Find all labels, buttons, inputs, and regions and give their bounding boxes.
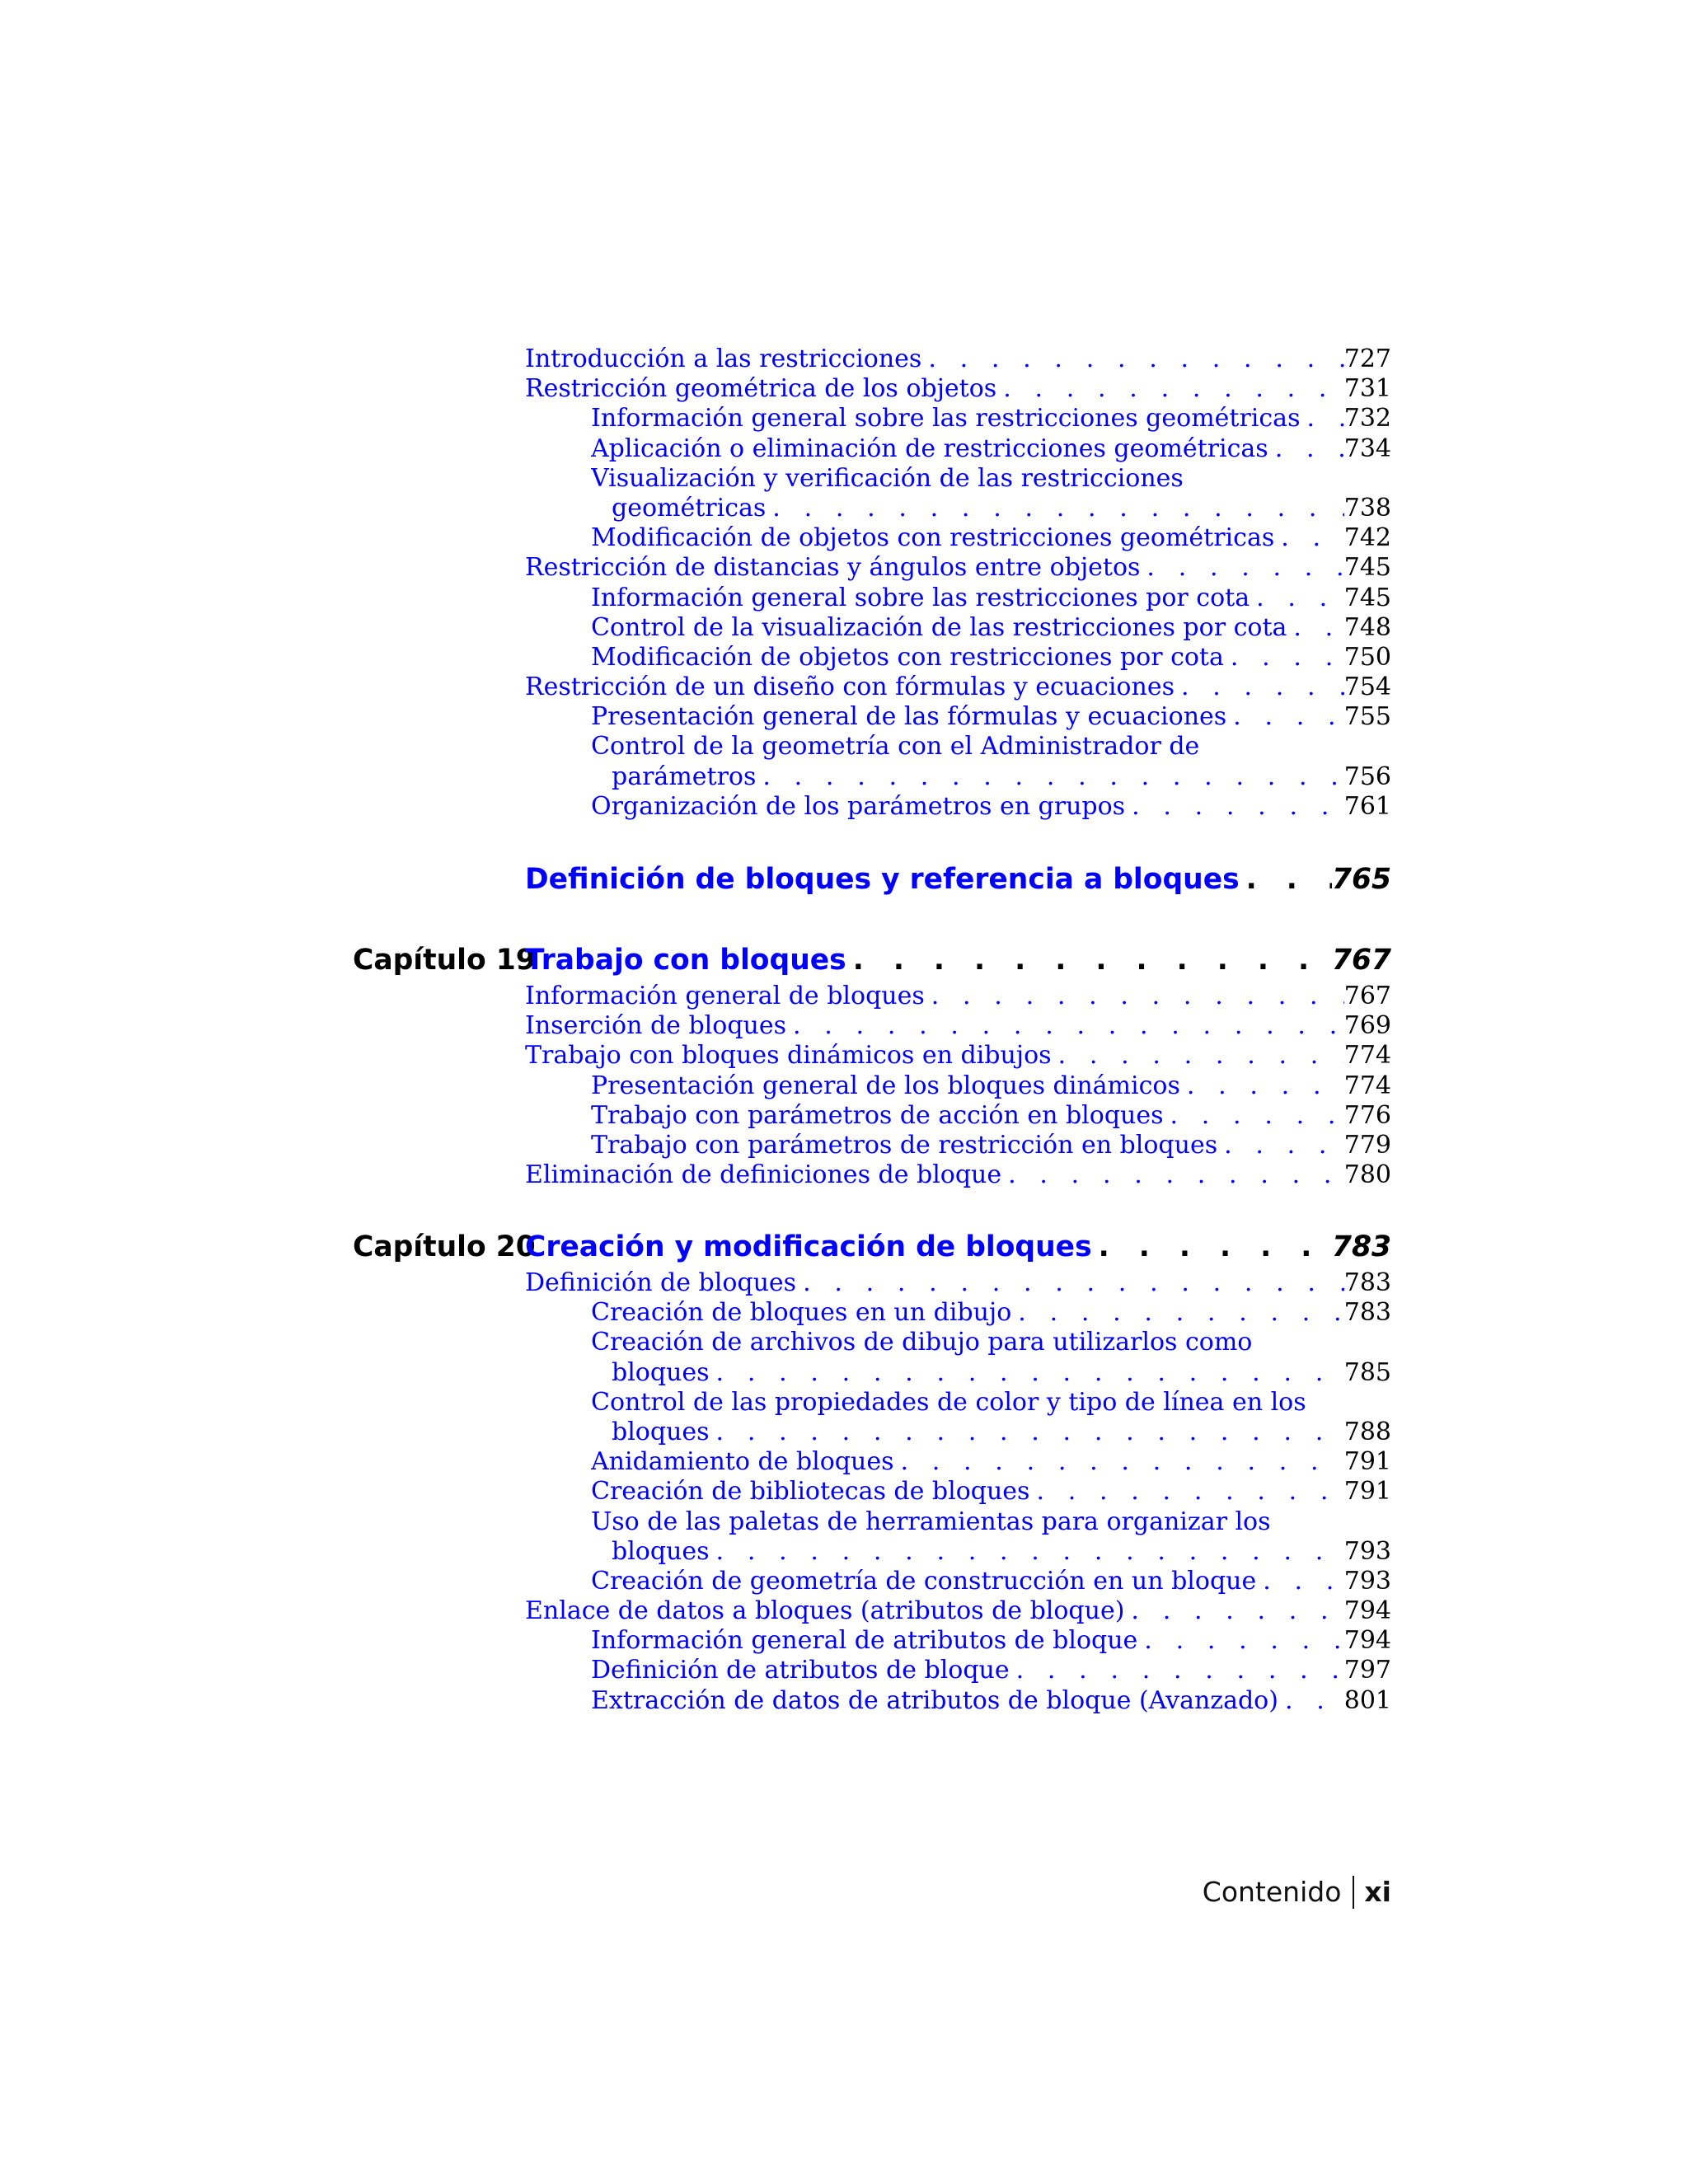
footer-label: Contenido [1202,1876,1342,1908]
toc-entry[interactable]: Introducción a las restricciones . . . 727 [0,344,1688,374]
toc-subentry[interactable]: Control de la visualización de las restricciones por cota . . . 748 [0,613,1688,643]
toc-subentry[interactable]: Información general sobre las restricciones geométricas . . . 732 [0,404,1688,434]
chapter-label: Capítulo 20 [353,1230,536,1263]
page-number: xi [1364,1876,1391,1908]
toc-subentry[interactable]: Creación de bloques en un dibujo . . . 783 [0,1298,1688,1328]
toc-subentry-continuation[interactable]: bloques . . . 788 [0,1418,1688,1447]
chapter-heading[interactable]: Capítulo 19 Trabajo con bloques . . . 767 [0,939,1688,982]
toc-subentry[interactable]: Presentación general de las fórmulas y ecuaciones . . . 755 [0,702,1688,732]
toc-subentry[interactable]: Trabajo con parámetros de restricción en bloques . . . 779 [0,1131,1688,1160]
toc-subentry[interactable]: Anidamiento de bloques . . . 791 [0,1447,1688,1477]
page-footer [1203,1872,1391,1913]
toc-part-heading [0,858,1688,901]
footer-divider [1353,1876,1354,1909]
toc-subentry[interactable]: Definición de atributos de bloque . . . 797 [0,1656,1688,1685]
toc-entry[interactable]: Restricción de un diseño con fórmulas y ecuaciones . . . 754 [0,673,1688,702]
toc-subentry[interactable]: Visualización y verificación de las restricciones [591,463,1184,493]
chapter-label: Capítulo 19 [353,944,536,977]
toc-subentry-continuation[interactable]: parámetros . . . 756 [0,762,1688,792]
toc-entry[interactable]: Eliminación de definiciones de bloque . . . 780 [0,1160,1688,1190]
toc-subentry-continuation[interactable]: bloques . . . 785 [0,1358,1688,1388]
toc-entry[interactable]: Enlace de datos a bloques (atributos de bloque) . . . 794 [0,1596,1688,1626]
toc-subentry-continuation[interactable]: bloques . . . 793 [0,1537,1688,1567]
toc-subentry[interactable]: Trabajo con parámetros de acción en bloques . . . 776 [0,1101,1688,1131]
toc-subentry-continuation[interactable]: geométricas . . . 738 [0,494,1688,523]
toc-chapter-19 [0,939,1688,1190]
toc-subentry[interactable]: Extracción de datos de atributos de bloque (Avanzado) . . . 801 [0,1686,1688,1716]
toc-entry[interactable]: Información general de bloques . . . 767 [0,982,1688,1011]
toc-chapter-20 [0,1226,1688,1716]
toc-entry[interactable]: Restricción geométrica de los objetos . . . 731 [0,374,1688,404]
toc-entry[interactable]: Restricción de distancias y ángulos entre objetos . . . 745 [0,553,1688,583]
toc-subentry[interactable]: Creación de geometría de construcción en un bloque . . . 793 [0,1567,1688,1596]
toc-subentry[interactable]: Información general sobre las restricciones por cota . . . 745 [0,583,1688,613]
toc-subentry[interactable]: Creación de bibliotecas de bloques . . . 791 [0,1477,1688,1507]
toc-subentry[interactable]: Control de las propiedades de color y tipo de línea en los [591,1387,1306,1417]
toc-subentry[interactable]: Modificación de objetos con restricciones por cota . . . 750 [0,643,1688,673]
toc-part-entry[interactable]: Definición de bloques y referencia a bloques . . . 765 [0,858,1688,901]
toc-entry[interactable]: Definición de bloques . . . 783 [0,1268,1688,1298]
toc-subentry[interactable]: Presentación general de los bloques dinámicos . . . 774 [0,1071,1688,1101]
toc-subentry[interactable]: Creación de archivos de dibujo para utilizarlos como [591,1328,1253,1357]
toc-entry[interactable]: Trabajo con bloques dinámicos en dibujos . . . 774 [0,1041,1688,1071]
toc-section-constraints [0,344,1688,822]
toc-entry[interactable]: Inserción de bloques . . . 769 [0,1011,1688,1041]
toc-subentry[interactable]: Control de la geometría con el Administrador de [591,732,1200,762]
chapter-heading[interactable]: Capítulo 20 Creación y modificación de bloques . . . 783 [0,1226,1688,1268]
toc-subentry[interactable]: Información general de atributos de bloque . . . 794 [0,1626,1688,1656]
toc-subentry[interactable]: Modificación de objetos con restricciones geométricas . . . 742 [0,523,1688,553]
toc-subentry[interactable]: Aplicación o eliminación de restricciones geométricas . . . 734 [0,434,1688,464]
toc-subentry[interactable]: Uso de las paletas de herramientas para organizar los [591,1507,1271,1536]
toc-subentry[interactable]: Organización de los parámetros en grupos . . . 761 [0,792,1688,822]
